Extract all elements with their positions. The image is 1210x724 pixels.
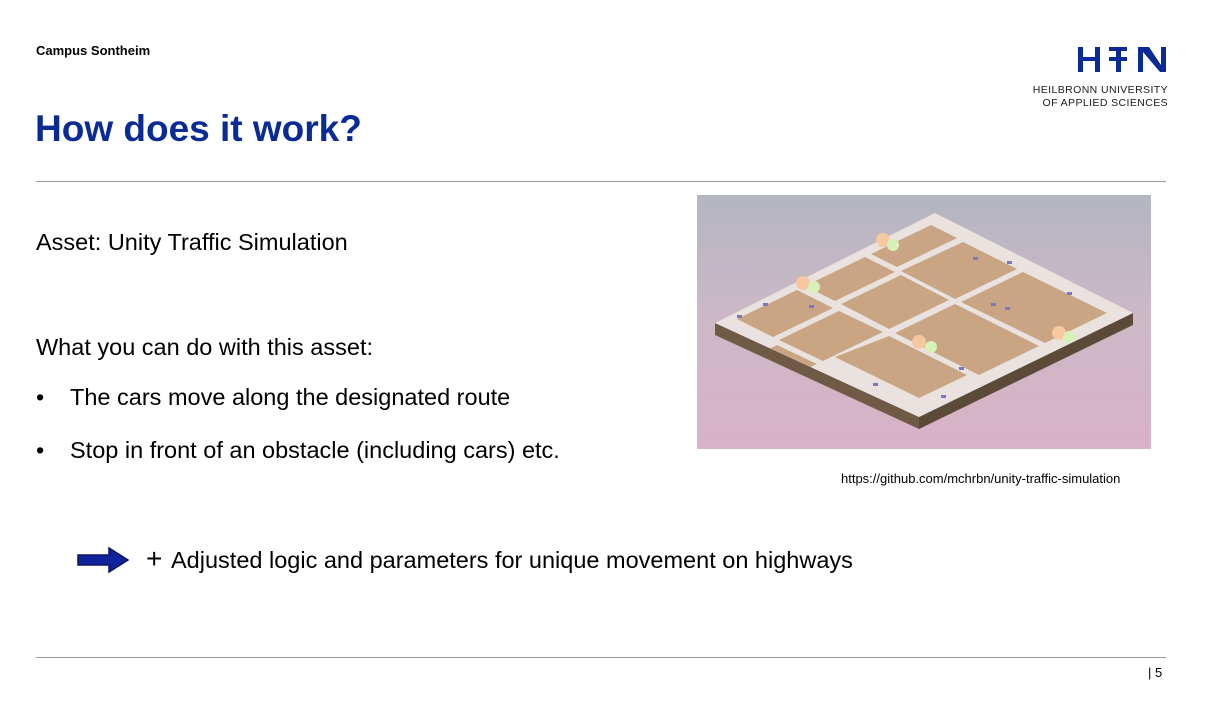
hhn-logo-icon — [1076, 45, 1168, 73]
conclusion-text: Adjusted logic and parameters for unique movement on highways — [171, 547, 853, 573]
list-item-text: The cars move along the designated route — [70, 384, 511, 410]
bullet-marker: • — [36, 437, 45, 463]
bullet-marker: • — [36, 384, 45, 410]
header-divider — [36, 181, 1166, 182]
list-item-text: Stop in front of an obstacle (including cars) etc. — [70, 437, 560, 463]
footer-divider — [36, 657, 1166, 658]
intro-line: What you can do with this asset: — [36, 334, 373, 360]
page-title: How does it work? — [35, 108, 362, 149]
logo-text-line-1: HEILBRONN UNIVERSITY — [1032, 84, 1168, 96]
university-logo — [1030, 45, 1168, 111]
arrow-right-icon — [77, 546, 129, 574]
plus-sign: + — [146, 543, 163, 574]
traffic-simulation-image — [697, 195, 1151, 449]
page-number: | 5 — [1148, 665, 1163, 680]
image-source-caption: https://github.com/mchrbn/unity-traffic-simulation — [841, 471, 1121, 486]
campus-label: Campus Sontheim — [36, 43, 151, 58]
logo-text-line-2: OF APPLIED SCIENCES — [1042, 97, 1168, 109]
asset-line: Asset: Unity Traffic Simulation — [36, 229, 348, 255]
